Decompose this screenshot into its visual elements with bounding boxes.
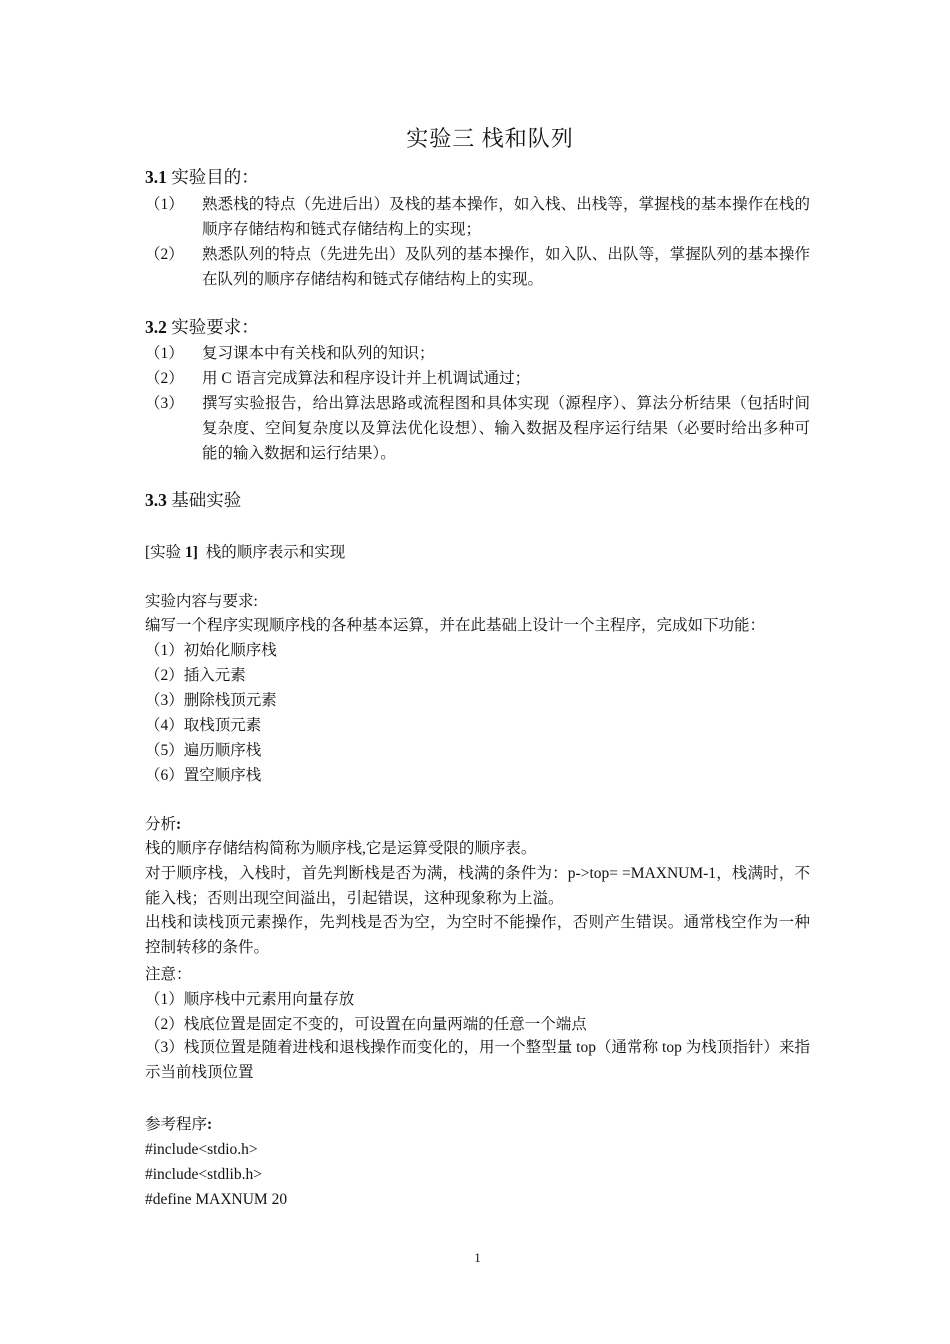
analysis-heading-colon: : [176, 816, 182, 833]
section-number: 3.1 [145, 167, 167, 187]
section-3-1-heading [145, 166, 259, 188]
experiment-label [145, 543, 345, 563]
list-item-text: 撰写实验报告，给出算法思路或流程图和具体实现（源程序）、算法分析结果（包括时间复杂度、空间复杂度以及算法优化设想）、输入数据及程序运行结果（必要时给出多种可能的输入数据和运行结果）。 [202, 395, 810, 462]
section-3-2-heading [145, 316, 259, 338]
section-title: 基础实验 [171, 490, 242, 510]
analysis-paragraph: 出栈和读栈顶元素操作，先判栈是否为空，为空时不能操作，否则产生错误。通常栈空作为一种控制转移的条件。 [145, 914, 810, 956]
section-3-3-heading [145, 489, 241, 511]
function-item: （2）插入元素 [145, 667, 246, 684]
reference-heading-text: 参考程序 [145, 1116, 208, 1133]
list-item-text: 熟悉栈的特点（先进后出）及栈的基本操作，如入栈、出栈等，掌握栈的基本操作在栈的顺序存储结构和链式存储结构上的实现； [202, 196, 810, 238]
analysis-paragraph: 栈的顺序存储结构简称为顺序栈,它是运算受限的顺序表。 [145, 840, 537, 857]
analysis-heading [145, 815, 181, 835]
list-marker: （1） [145, 345, 184, 362]
content-intro: 编写一个程序实现顺序栈的各种基本运算，并在此基础上设计一个主程序，完成如下功能： [145, 617, 766, 634]
list-marker: （1） [145, 196, 184, 213]
note-item: （2）栈底位置是固定不变的，可设置在向量两端的任意一个端点 [145, 1016, 587, 1033]
document-page [145, 0, 810, 1344]
list-marker: （2） [145, 370, 184, 387]
content-heading: 实验内容与要求: [145, 593, 258, 610]
function-item: （6）置空顺序栈 [145, 767, 262, 784]
section-number: 3.3 [145, 490, 167, 510]
code-line: #include<stdio.h> [145, 1141, 258, 1158]
document-title: 实验三 栈和队列 [406, 126, 574, 151]
experiment-label-prefix: [实验 [145, 544, 186, 561]
list-marker: （3） [145, 395, 184, 412]
section-title: 实验要求： [171, 317, 259, 337]
note-heading: 注意： [145, 966, 192, 983]
list-item [145, 366, 810, 391]
reference-heading [145, 1115, 212, 1135]
list-item-text: 熟悉队列的特点（先进先出）及队列的基本操作，如入队、出队等，掌握队列的基本操作在队列的顺序存储结构和链式存储结构上的实现。 [202, 246, 810, 288]
code-line: #include<stdlib.h> [145, 1166, 262, 1183]
experiment-label-number: 1] [185, 544, 198, 561]
experiment-label-title: 栈的顺序表示和实现 [197, 544, 346, 561]
list-item [145, 242, 810, 292]
function-item: （3）删除栈顶元素 [145, 692, 277, 709]
function-item: （5）遍历顺序栈 [145, 742, 262, 759]
section-number: 3.2 [145, 317, 167, 337]
note-item: （1）顺序栈中元素用向量存放 [145, 991, 355, 1008]
page-number: 1 [474, 1250, 481, 1265]
function-item: （1）初始化顺序栈 [145, 642, 277, 659]
analysis-paragraph: 对于顺序栈，入栈时，首先判断栈是否为满，栈满的条件为：p->top= =MAXNUM-1，栈满时，不能入栈；否则出现空间溢出，引起错误，这种现象称为上溢。 [145, 865, 810, 907]
list-item [145, 192, 810, 242]
list-item [145, 391, 810, 466]
section-title: 实验目的： [171, 167, 259, 187]
analysis-heading-text: 分析 [145, 816, 177, 833]
note-item: （3）栈顶位置是随着进栈和退栈操作而变化的，用一个整型量 top（通常称 top 为栈顶指针）来指示当前栈顶位置 [145, 1039, 810, 1081]
list-marker: （2） [145, 246, 184, 263]
code-line: #define MAXNUM 20 [145, 1191, 288, 1208]
list-item [145, 341, 810, 366]
list-item-text: 用 C 语言完成算法和程序设计并上机调试通过； [202, 370, 531, 387]
function-item: （4）取栈顶元素 [145, 717, 262, 734]
list-item-text: 复习课本中有关栈和队列的知识； [202, 345, 435, 362]
reference-heading-colon: : [207, 1116, 213, 1133]
